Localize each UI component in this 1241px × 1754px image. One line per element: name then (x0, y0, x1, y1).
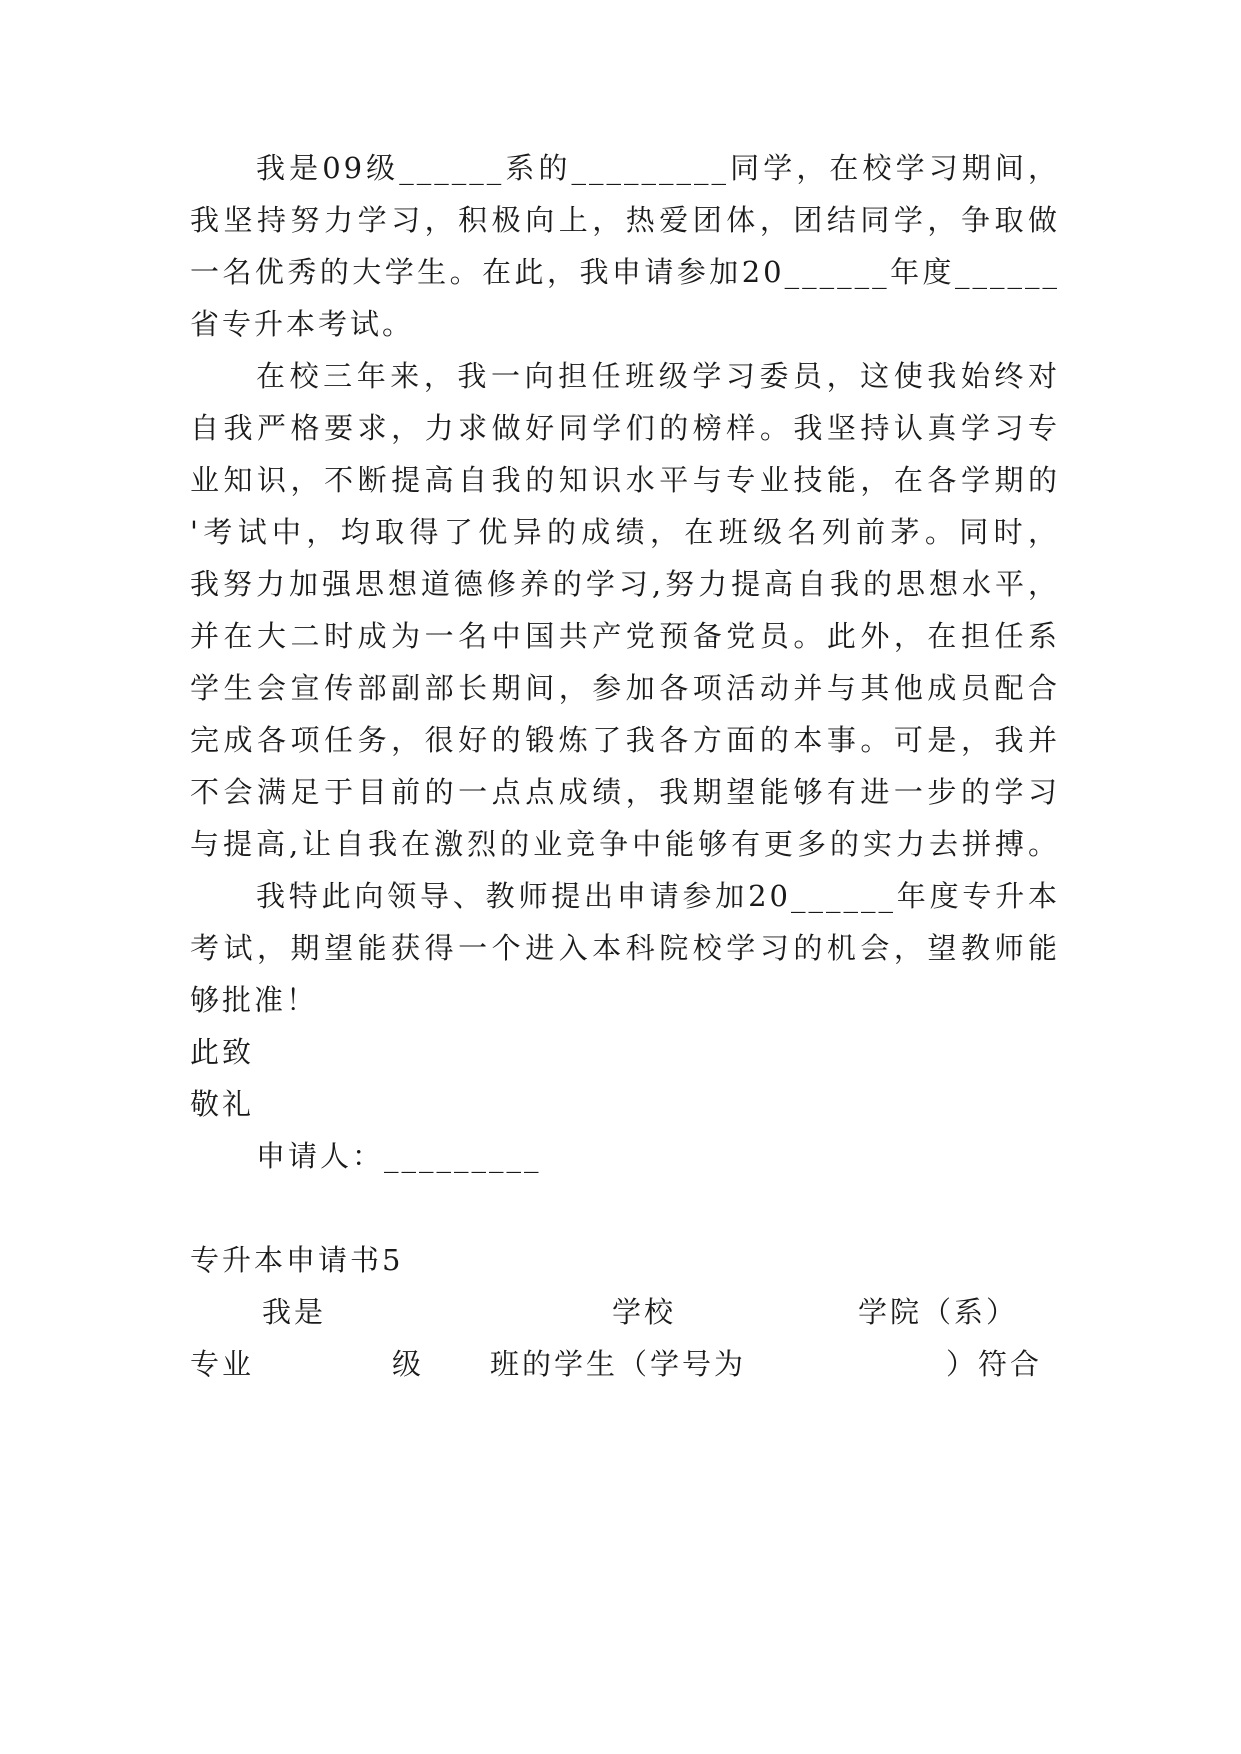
form-row1-part2: 学校 (612, 1295, 677, 1329)
paragraph2-line-9: 不会满足于目前的一点点成绩，我期望能够有进一步的学习 (190, 775, 1060, 809)
paragraph2-line-4: '考试中，均取得了优异的成绩，在班级名列前茅。同时， (190, 515, 1060, 549)
paragraph1-line-2: 我坚持努力学习，积极向上，热爱团体，团结同学，争取做 (190, 203, 1060, 237)
form-row2-part2: 级 (392, 1347, 425, 1381)
closing-salutation: 此致 (190, 1035, 255, 1069)
paragraph1-line-3: 一名优秀的大学生。在此，我申请参加20______年度______ (190, 255, 1060, 289)
paragraph2-line-3: 业知识，不断提高自我的知识水平与专业技能，在各学期的 (190, 463, 1060, 497)
paragraph2-line-5: 我努力加强思想道德修养的学习,努力提高自我的思想水平， (190, 567, 1060, 601)
paragraph2-line-10: 与提高,让自我在激烈的业竞争中能够有更多的实力去拼搏。 (190, 827, 1060, 861)
paragraph2-line-1: 在校三年来，我一向担任班级学习委员，这使我始终对 (256, 359, 1060, 393)
paragraph3-line-2: 考试，期望能获得一个进入本科院校学习的机会，望教师能 (190, 931, 1060, 965)
form-row1-part3: 学院（系） (858, 1295, 1019, 1329)
paragraph2-line-6: 并在大二时成为一名中国共产党预备党员。此外，在担任系 (190, 619, 1060, 653)
paragraph1-line-4: 省专升本考试。 (190, 307, 415, 341)
form-row2-part1: 专业 (190, 1347, 255, 1381)
section2-heading: 专升本申请书5 (190, 1243, 404, 1277)
closing-regards: 敬礼 (190, 1087, 255, 1121)
paragraph3-line-3: 够批准！ (190, 983, 319, 1017)
paragraph1-line-1: 我是09级______系的_________同学，在校学习期间， (256, 151, 1060, 185)
applicant-signature-line: 申请人：_________ (256, 1139, 542, 1173)
paragraph2-line-8: 完成各项任务，很好的锻炼了我各方面的本事。可是，我并 (190, 723, 1060, 757)
paragraph2-line-7: 学生会宣传部副部长期间，参加各项活动并与其他成员配合 (190, 671, 1060, 705)
paragraph3-line-1: 我特此向领导、教师提出申请参加20______年度专升本 (256, 879, 1060, 913)
form-row2-part3: 班的学生（学号为 (490, 1347, 747, 1381)
form-row2-part4: ）符合 (946, 1347, 1043, 1381)
form-row1-part1: 我是 (262, 1295, 327, 1329)
paragraph2-line-2: 自我严格要求，力求做好同学们的榜样。我坚持认真学习专 (190, 411, 1060, 445)
